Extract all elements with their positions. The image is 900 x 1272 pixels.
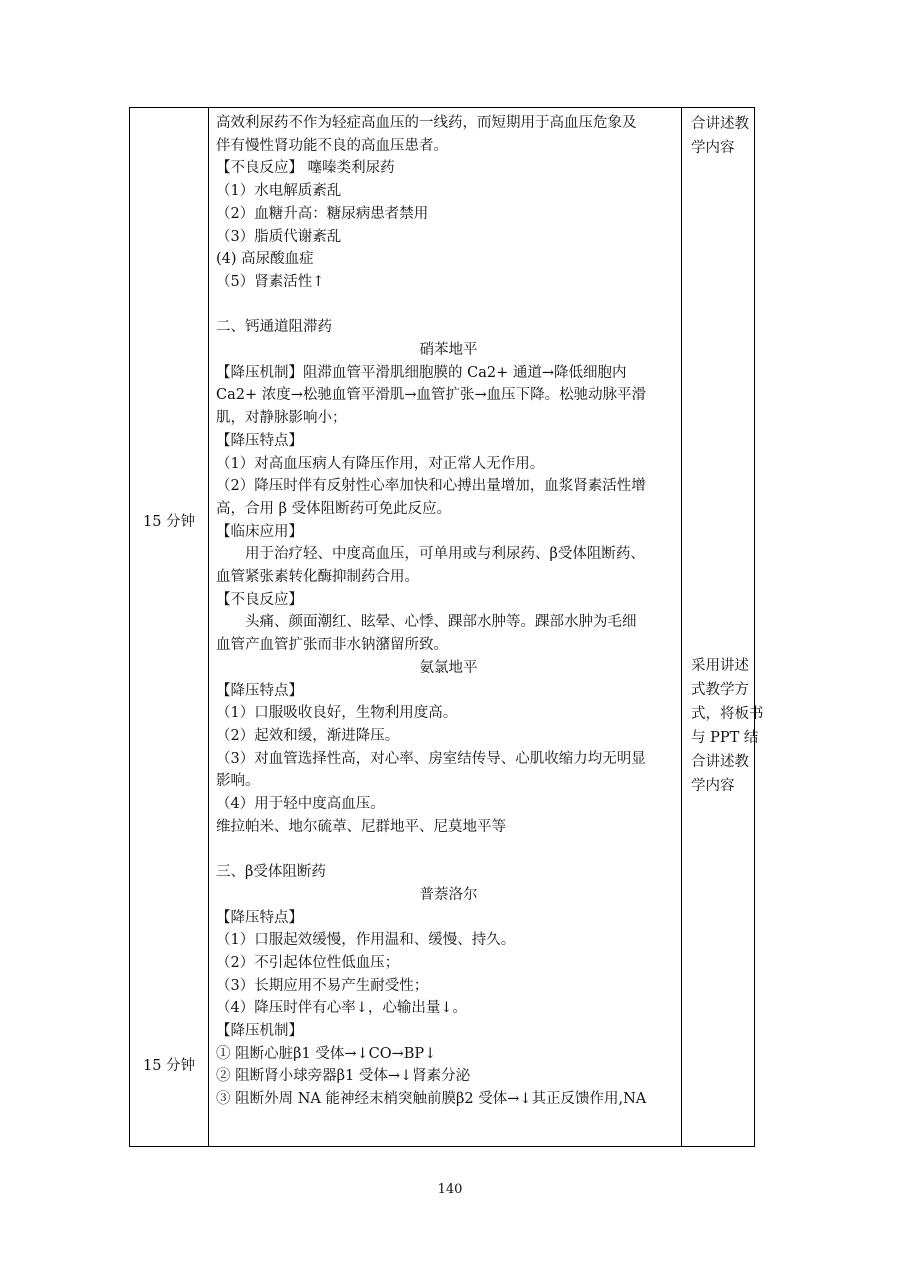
text-line: （1）口服起效缓慢，作用温和、缓慢、持久。 xyxy=(216,932,516,949)
text-line: 肌，对静脉影响小； xyxy=(216,410,347,427)
text-line: 血管紧张素转化酶抑制药合用。 xyxy=(216,569,419,585)
drug-title: 普萘洛尔 xyxy=(419,886,478,903)
text-line: 【降压机制】阻滞血管平滑肌细胞膜的 Ca2+ 通道→降低细胞内 xyxy=(216,364,627,381)
text-line: 影响。 xyxy=(216,773,260,790)
drug-title: 氨氯地平 xyxy=(419,659,478,676)
method-text: 合讲述教 xyxy=(691,754,749,770)
text-line: （4）用于轻中度高血压。 xyxy=(216,796,385,812)
method-cell xyxy=(691,112,753,160)
text-line: 血管产血管扩张而非水钠潴留所致。 xyxy=(216,637,448,654)
section-heading: 【临床应用】 xyxy=(216,523,303,540)
method-text: 学内容 xyxy=(691,778,735,794)
text-line: （1）口服吸收良好，生物利用度高。 xyxy=(216,705,458,722)
text-line: （5）肾素活性↑ xyxy=(216,273,325,290)
method-cell xyxy=(691,654,764,798)
section-heading: 【降压机制】 xyxy=(216,1023,303,1039)
time-cell: 15 分钟 xyxy=(142,1058,196,1074)
text-line: 高，合用 β 受体阻断药可免此反应。 xyxy=(216,500,452,517)
text-line: ② 阻断肾小球旁器β1 受体→↓肾素分泌 xyxy=(216,1068,471,1085)
text-line: 维拉帕米、地尔硫䓬、尼群地平、尼莫地平等 xyxy=(216,818,506,835)
lesson-table xyxy=(129,107,764,1147)
text-line: 头痛、颜面潮红、眩晕、心悸、踝部水肿等。踝部水肿为毛细 xyxy=(245,614,637,631)
page-number: 140 xyxy=(437,1182,463,1197)
drug-title: 硝苯地平 xyxy=(419,342,478,358)
method-text: 式，将板书 xyxy=(691,706,764,722)
text-line: 高效利尿药不作为轻症高血压的一线药，而短期用于高血压危象及 xyxy=(216,115,637,131)
section-heading: 【降压特点】 xyxy=(216,432,303,449)
text-line: 伴有慢性肾功能不良的高血压患者。 xyxy=(216,137,448,154)
text-line: （3）脂质代谢紊乱 xyxy=(216,228,342,245)
text-line: ① 阻断心脏β1 受体→↓CO→BP↓ xyxy=(216,1045,437,1062)
text-line: Ca2+ 浓度→松驰血管平滑肌→血管扩张→血压下降。松驰动脉平滑 xyxy=(216,387,647,404)
column-divider xyxy=(208,108,209,1146)
text-line: （2）降压时伴有反射性心率加快和心搏出量增加，血浆肾素活性增 xyxy=(216,478,646,495)
method-text: 学内容 xyxy=(691,140,735,156)
text-line: （2）起效和缓，渐进降压。 xyxy=(216,727,400,744)
text-line: （2）血糖升高：糖尿病患者禁用 xyxy=(216,205,429,222)
section-heading: 三、β受体阻断药 xyxy=(216,864,326,881)
method-text: 采用讲述 xyxy=(691,658,749,674)
text-line: （1）对高血压病人有降压作用，对正常人无作用。 xyxy=(216,455,545,472)
section-heading: 【不良反应】 噻嗪类利尿药 xyxy=(216,160,395,177)
text-line: （1）水电解质紊乱 xyxy=(216,183,342,200)
text-line: （2）不引起体位性低血压； xyxy=(216,954,400,971)
section-heading: 【不良反应】 xyxy=(216,591,303,608)
time-cell: 15 分钟 xyxy=(142,514,196,530)
section-heading: 【降压特点】 xyxy=(216,682,303,699)
text-line: （4）降压时伴有心率↓，心输出量↓。 xyxy=(216,1000,468,1017)
column-divider xyxy=(681,108,682,1146)
method-text: 与 PPT 结 xyxy=(691,730,759,746)
text-line: ③ 阻断外周 NA 能神经末梢突触前膜β2 受体→↓其正反馈作用,NA xyxy=(216,1091,647,1108)
method-text: 合讲述教 xyxy=(691,116,749,132)
text-line: 用于治疗轻、中度高血压，可单用或与利尿药、β受体阻断药、 xyxy=(245,546,645,563)
method-text: 式教学方 xyxy=(691,682,749,698)
section-heading: 二、钙通道阻滞药 xyxy=(216,319,332,336)
text-line: (4) 高尿酸血症 xyxy=(216,251,314,268)
section-heading: 【降压特点】 xyxy=(216,909,303,926)
text-line: （3）长期应用不易产生耐受性； xyxy=(216,977,429,994)
text-line: （3）对血管选择性高，对心率、房室结传导、心肌收缩力均无明显 xyxy=(216,750,646,767)
